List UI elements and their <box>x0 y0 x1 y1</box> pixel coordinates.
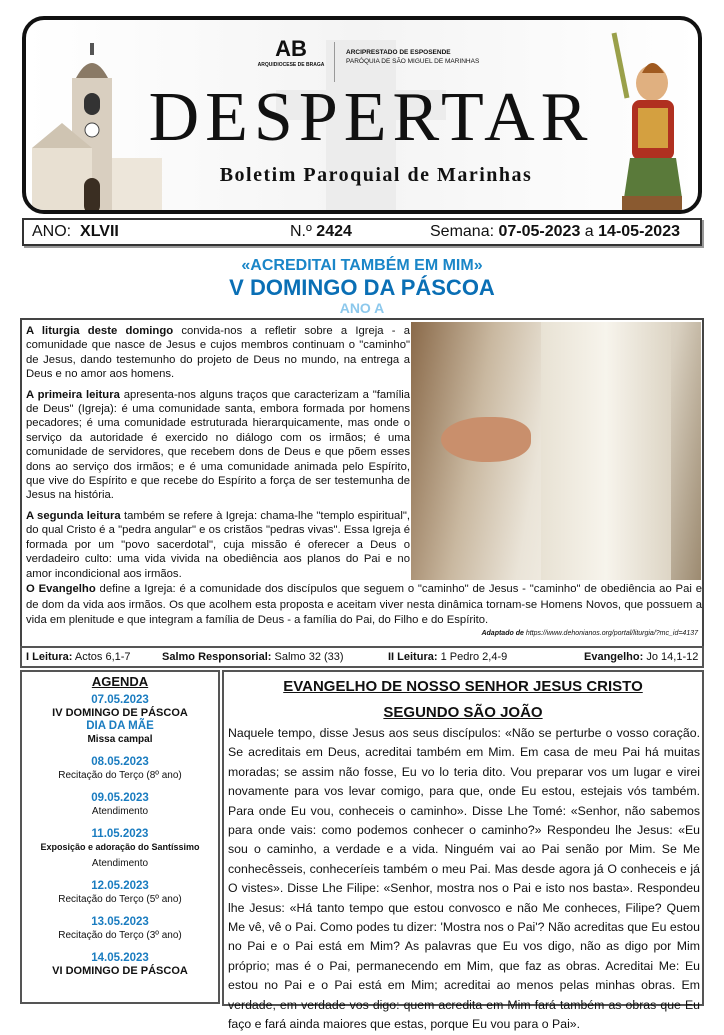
agenda <box>20 670 220 1004</box>
newsletter-title: DESPERTAR <box>148 79 594 156</box>
agenda-item: 13.05.2023 Recitação do Terço (3º ano) <box>58 916 182 941</box>
jesus-hand-image <box>411 322 701 580</box>
gospel-subtitle: SEGUNDO SÃO JOÃO <box>383 704 543 721</box>
gospel-section <box>222 670 704 1032</box>
agenda-item: 07.05.2023 IV DOMINGO DE PÁSCOA DIA DA MÃE Missa campal <box>52 694 188 745</box>
issue-info-bar <box>22 218 702 246</box>
hand <box>441 417 531 462</box>
agenda-item: 11.05.2023 Exposição e adoração do Santíssimo Atendimento <box>40 828 200 869</box>
intro-text <box>26 324 410 587</box>
gospel-title: EVANGELHO DE NOSSO SENHOR JESUS CRISTO <box>283 678 643 695</box>
headline-quote: «ACREDITAI TAMBÉM EM MIM» <box>241 257 483 274</box>
year-info: ANO: XLVII <box>32 223 119 240</box>
gospel-text: Naquele tempo, disse Jesus aos seus discípulos: «Não se perturbe o vosso coração. Se acreditais em Deus, acreditai também em Mim. Em casa de meu Pai há muitas moradas; se assim não fosse, Eu vo lo teria dito. Vou preparar vos um lugar e virei novamente para vos levar comigo, para que, onde Eu estou, estejais vós também. Para onde Eu vou, conheceis o caminho». Disse Lhe Tomé: «Senhor, não sabemos para onde vais: como podemos conhecer o caminho?» Respondeu lhe Jesus: «Eu sou o caminho, a verdade e a vida. Ninguém vai ao Pai senão por Mim. Se Me conhecêsseis, conheceríeis também o meu Pai. Mas desde agora já O conheceis e já O vistes». Disse Lhe Filipe: «Senhor, mostra nos o Pai e isto nos basta». Respondeu lhe Jesus: «Há tanto tempo que estou convosco e não Me conheces, Filipe? Quem Me vê, vê o Pai. Como podes tu dizer: 'Mostra nos o Pai'? Não acreditas que Eu estou no Pai e o Pai está em Mim? As palavras que Eu vos digo, não as digo por Mim próprio; mas é o Pai, permanecendo em Mim, que faz as obras. Acreditai Me: Eu estou no Pai e o Pai está em Mim; acreditai ao menos pelas minhas obras. Em verdade, em verdade vos digo: quem acredita em Mim fará também as obras que Eu faço e fará ainda maiores que estas, porque Eu vou para o Pai». <box>228 726 700 1032</box>
headline-year: ANO A <box>339 300 385 316</box>
intro-paragraph: A segunda leitura também se refere à Igreja: chama-lhe "templo espiritual", do qual Cristo é a "pedra angular" e os cristãos "pedras vivas". Essa Igreja é formada por um "povo sacerdotal", cuja missão é oferecer a Deus o verdadeiro culto: uma vida vivida na obediência aos planos do Pai e no amor incondicional aos irmãos. <box>26 509 410 580</box>
logo-mark: AB <box>275 36 307 61</box>
agenda-item: 14.05.2023 VI DOMINGO DE PÁSCOA <box>52 952 188 977</box>
headline <box>0 256 724 316</box>
readings-bar: I Leitura: Actos 6,1-7 Salmo Responsorial: Salmo 32 (33) II Leitura: 1 Pedro 2,4-9 Evangelho: Jo 14,1-12 <box>20 646 704 668</box>
headline-title: V DOMINGO DA PÁSCOA <box>229 275 495 300</box>
agenda-item: 09.05.2023 Atendimento <box>91 792 149 817</box>
agenda-item: 12.05.2023 Recitação do Terço (5º ano) <box>58 880 182 905</box>
liturgy-summary <box>20 318 704 652</box>
agenda-item: 08.05.2023 Recitação do Terço (8º ano) <box>58 756 182 781</box>
saint-michael-image <box>602 28 700 210</box>
source-credit: Adaptado de https://www.dehonianos.org/portal/liturgia/?mc_id=4137 <box>481 630 698 637</box>
agenda-title: AGENDA <box>91 674 149 689</box>
divider <box>334 42 335 82</box>
issue-number: N.º 2424 <box>290 223 352 240</box>
masthead <box>22 16 702 214</box>
intro-paragraph: A liturgia deste domingo convida-nos a refletir sobre a Igreja - a comunidade que nasce de Jesus e cujos membros continuam o "caminho" de Jesus, dando testemunho do projeto de Deus no mundo, na entrega a Deus e no amor aos homens. <box>26 325 410 381</box>
newsletter-subtitle: Boletim Paroquial de Marinhas <box>219 164 533 186</box>
organization: ARCIPRESTADO DE ESPOSENDE PARÓQUIA DE SÃO MIGUEL DE MARINHAS <box>346 49 480 65</box>
robe <box>541 322 671 580</box>
week-range: Semana: 07-05-2023 a 14-05-2023 <box>430 223 680 240</box>
archdiocese-logo: AB ARQUIDIOCESE DE BRAGA <box>257 36 325 68</box>
source-link[interactable]: https://www.dehonianos.org/portal/liturgia/?mc_id=4137 <box>525 630 698 637</box>
gospel-summary: O Evangelho define a Igreja: é a comunidade dos discípulos que seguem o "caminho" de Jesus - "caminho" de obediência ao Pai e de dom da vida aos irmãos. Os que acolhem esta proposta e aceitam viver nesta dinâmica tornam-se Homens Novos, que possuem a vida em plenitude e que integram a família de Deus - a família do Pai, do Filho e do Espírito. <box>26 583 702 626</box>
intro-paragraph: A primeira leitura apresenta-nos alguns traços que caracterizam a "família de Deus" (Igreja): é uma comunidade santa, embora formada por homens pecadores; é uma comunidade estruturada hierarquicamente, mas onde o serviço da autoridade é exercido no diálogo com os irmãos; é uma comunidade de servidores, que recebem dons de Deus e que põem esses dons ao serviço dos irmãos; e é uma comunidade animada pelo Espírito, que vive do Espírito e que recebe do Espírito a força de ser testemunha de Jesus na história. <box>26 388 410 502</box>
